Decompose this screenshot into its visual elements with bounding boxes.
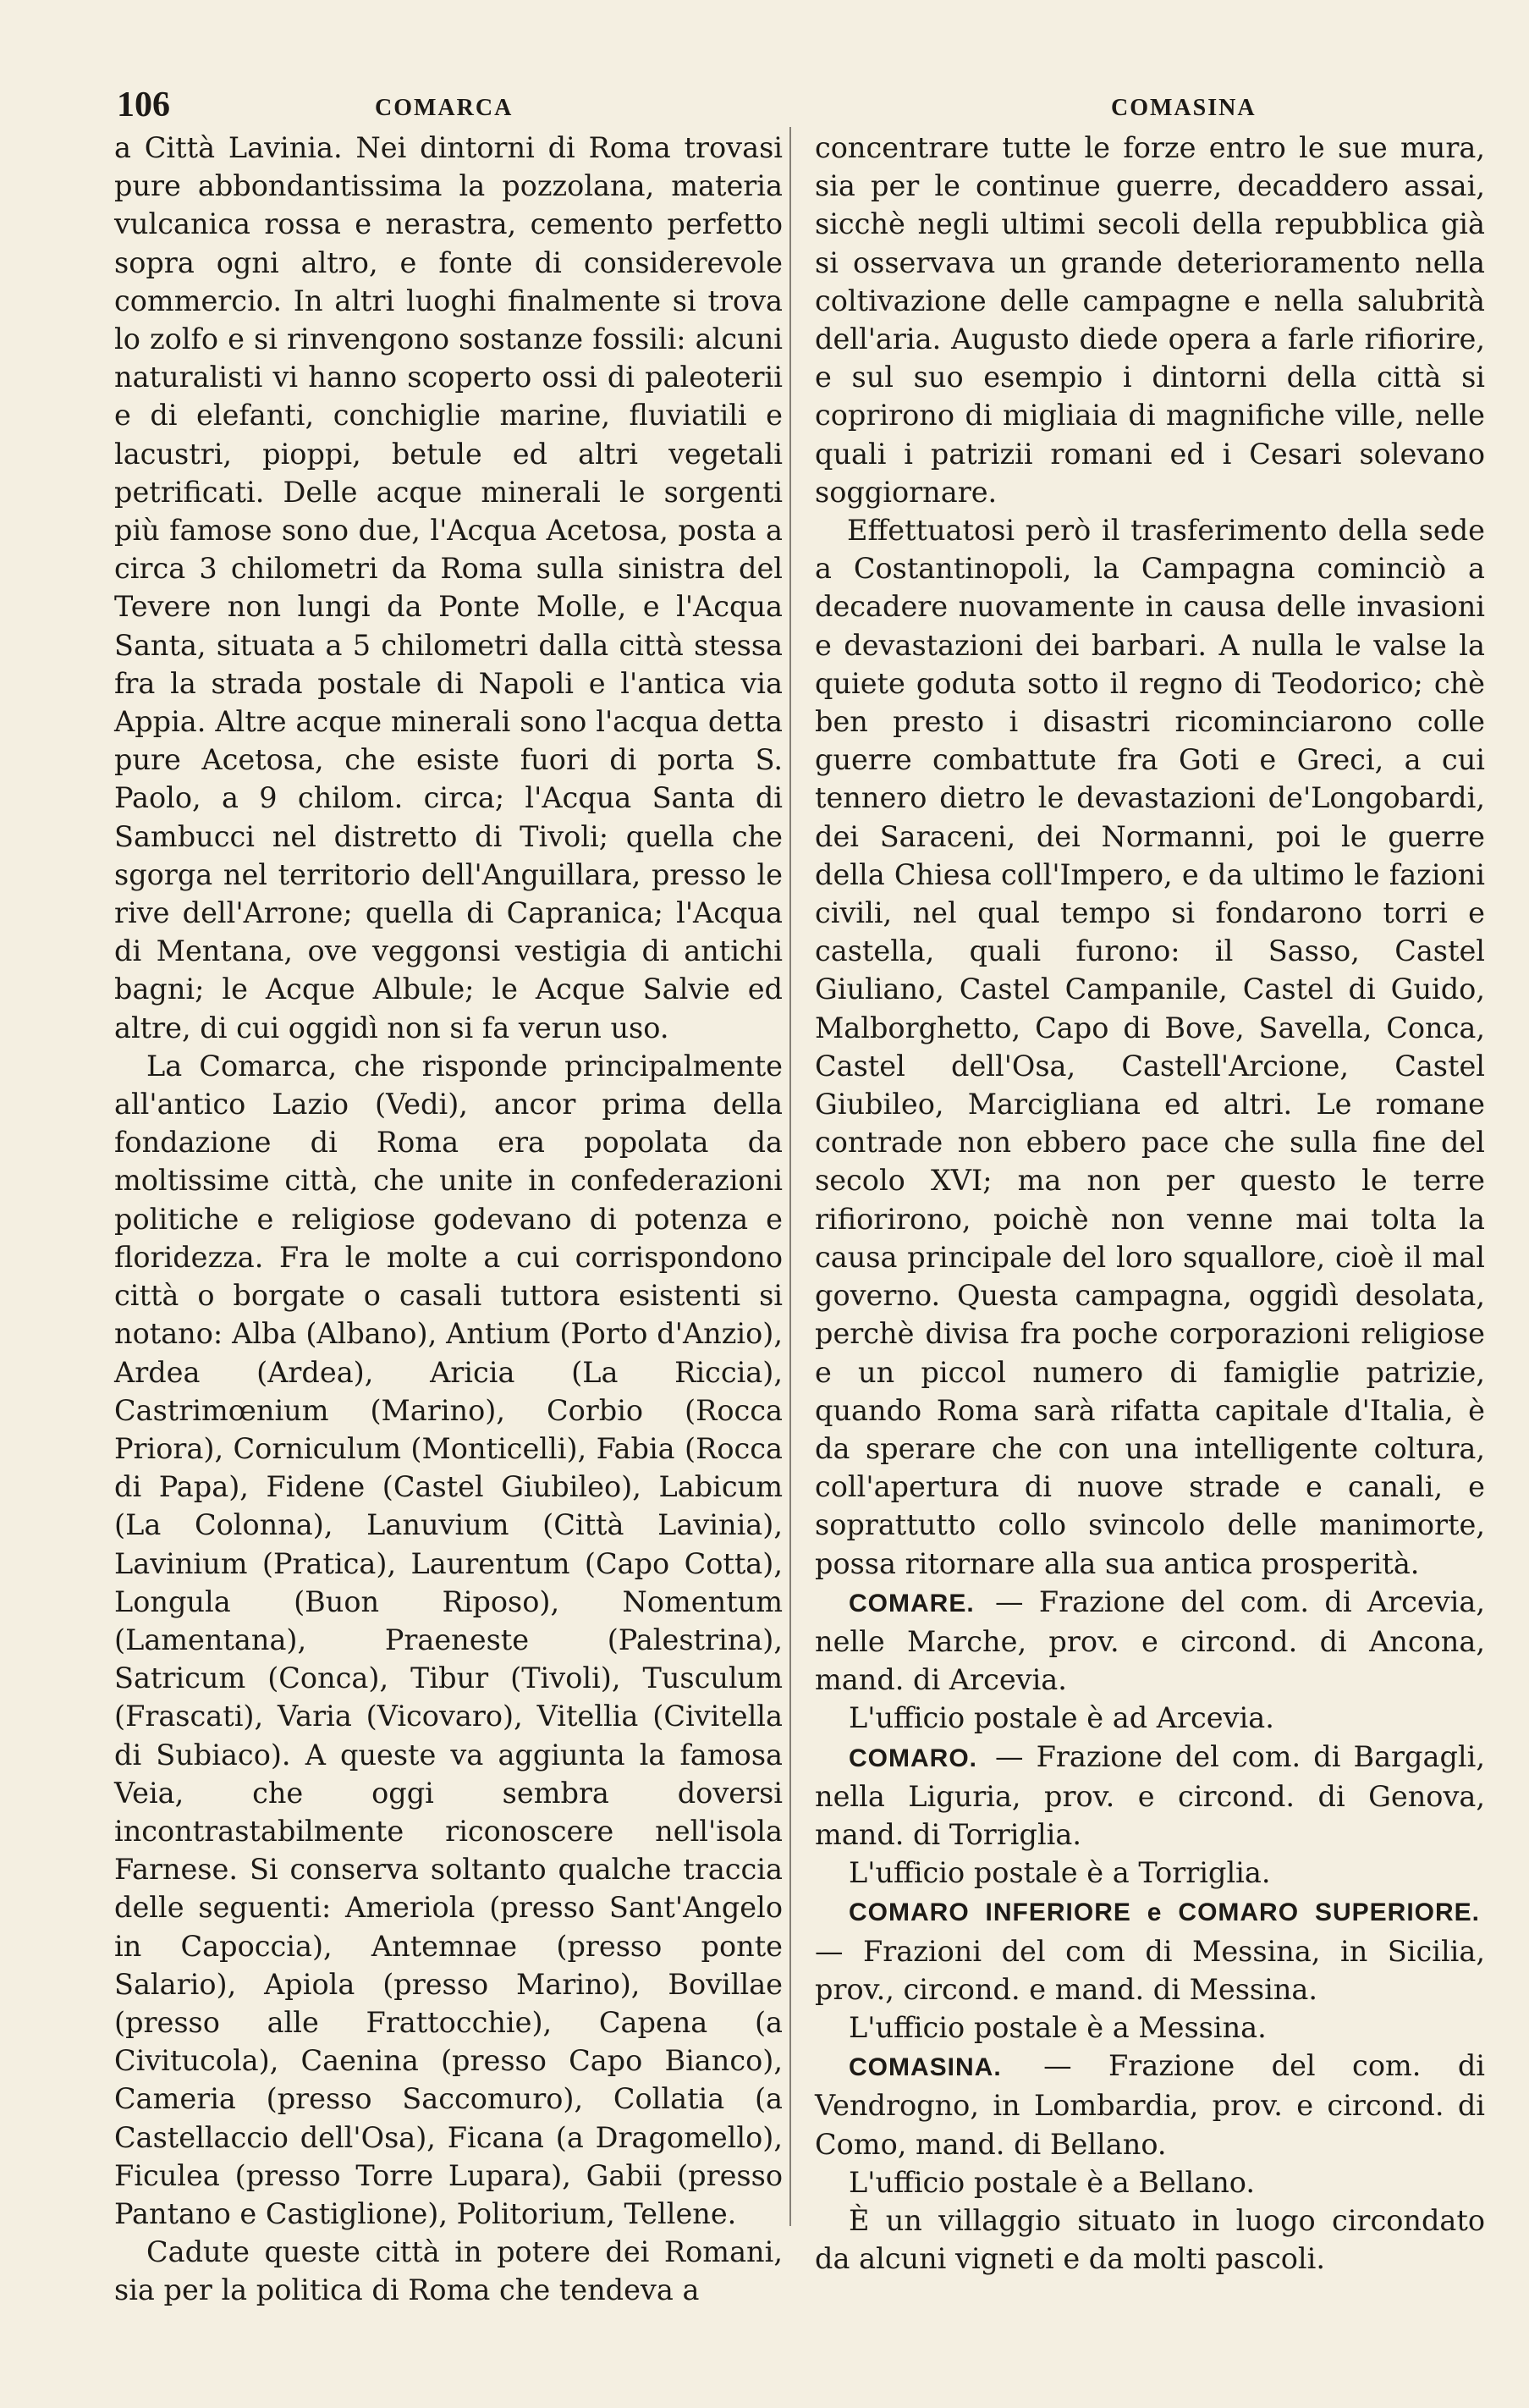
entry-comaro: COMARO. — Frazione del com. di Bargagli, nella Liguria, prov. e circond. di Genova, mand. di Torriglia. [815,1739,1485,1851]
right-column [815,129,1485,2278]
entry-title: COMARO. [849,1744,977,1772]
entry-postal: L'ufficio postale è a Torriglia. [849,1856,1271,1890]
entry-title: COMARO INFERIORE e COMARO SUPERIORE. [849,1898,1480,1927]
page-header [117,85,1470,129]
entry-comasina: COMASINA. — Frazione del com. di Vendrogno, in Lombardia, prov. e circond. di Como, mand. di Bellano. [815,2049,1485,2161]
entry-text: Frazione del com. di Vendrogno, in Lombardia, prov. e circond. di Como, mand. di Bellano. [815,2049,1485,2161]
page-number: 106 [117,85,170,124]
entry-comaro-inferiore-superiore: COMARO INFERIORE e COMARO SUPERIORE. — Frazioni del com di Messina, in Sicilia, prov., circond. e mand. di Messina. [815,1898,1485,2006]
column-divider [789,127,791,2226]
entry-postal: L'ufficio postale è a Messina. [849,2010,1267,2044]
running-head-right: COMASINA [1111,95,1257,121]
entry-title: COMASINA. [849,2053,1002,2082]
entry-title: COMARE. [849,1589,975,1617]
entry-text: Frazione del com. di Arcevia, nelle Marche, prov. e circond. di Ancona, mand. di Arcevia. [815,1584,1485,1697]
entry-extra: È un villaggio situato in luogo circondato da alcuni vigneti e da molti pascoli. [815,2203,1485,2276]
running-head-left: COMARCA [375,95,514,121]
paragraph: Cadute queste città in potere dei Romani, sia per la politica di Roma che tendeva a [114,2235,783,2307]
paragraph: a Città Lavinia. Nei dintorni di Roma trovasi pure abbondantissima la pozzolana, materia vulcanica rossa e nerastra, cemento perfetto sopra ogni altro, e fonte di considerevole commercio. In altri luoghi finalmente si trova lo zolfo e si rinvengono sostanze fossili: alcuni naturalisti vi hanno scoperto ossi di paleoterii e di elefanti, conchiglie marine, fluviatili e lacustri, pioppi, betule ed altri vegetali petrificati. Delle acque minerali le sorgenti più famose sono due, l'Acqua Acetosa, posta a circa 3 chilometri da Roma sulla sinistra del Tevere non lungi da Ponte Molle, e l'Acqua Santa, situata a 5 chilometri dalla città stessa fra la strada postale di Napoli e l'antica via Appia. Altre acque minerali sono l'acqua detta pure Acetosa, che esiste fuori di porta S. Paolo, a 9 chilom. circa; l'Acqua Santa di Sambucci nel distretto di Tivoli; quella che sgorga nel territorio dell'Anguillara, presso le rive dell'Arrone; quella di Capranica; l'Acqua di Mentana, ove veggonsi vestigia di antichi bagni; le Acque Albule; le Acque Salvie ed altre, di cui oggidì non si fa verun uso. [114,131,783,1044]
entry-postal: L'ufficio postale è ad Arcevia. [849,1701,1274,1735]
entry-comare: COMARE. — Frazione del com. di Arcevia, nelle Marche, prov. e circond. di Ancona, mand. di Arcevia. [815,1584,1485,1697]
paragraph: La Comarca, che risponde principalmente all'antico Lazio (Vedi), ancor prima della fondazione di Roma era popolata da moltissime città, che unite in confederazioni politiche e religiose godevano di potenza e floridezza. Fra le molte a cui corrispondono città o borgate o casali tuttora esistenti si notano: Alba (Albano), Antium (Porto d'Anzio), Ardea (Ardea), Aricia (La Riccia), Castrimœnium (Marino), Corbio (Rocca Priora), Corniculum (Monticelli), Fabia (Rocca di Papa), Fidene (Castel Giubileo), Labicum (La Colonna), Lanuvium (Città Lavinia), Lavinium (Pratica), Laurentum (Capo Cotta), Longula (Buon Riposo), Nomentum (Lamentana), Praeneste (Palestrina), Satricum (Conca), Tibur (Tivoli), Tusculum (Frascati), Varia (Vicovaro), Vitellia (Civitella di Subiaco). A queste va aggiunta la famosa Veia, che oggi sembra doversi incontrastabilmente riconoscere nell'isola Farnese. Si conserva soltanto qualche traccia delle seguenti: Ameriola (presso Sant'Angelo in Capoccia), Antemnae (presso ponte Salario), Apiola (presso Marino), Bovillae (presso alle Frattocchie), Capena (a Civitucola), Caenina (presso Capo Bianco), Cameria (presso Saccomuro), Collatia (a Castellaccio dell'Osa), Ficana (a Dragomello), Ficulea (presso Torre Lupara), Gabii (presso Pantano e Castiglione), Politorium, Tellene. [114,1049,783,2230]
paragraph: Effettuatosi però il trasferimento della sede a Costantinopoli, la Campagna cominciò a decadere nuovamente in causa delle invasioni e devastazioni dei barbari. A nulla le valse la quiete goduta sotto il regno di Teodorico; chè ben presto i disastri ricominciarono colle guerre combattute fra Goti e Greci, a cui tennero dietro le devastazioni de'Longobardi, dei Saraceni, dei Normanni, poi le guerre della Chiesa coll'Impero, e da ultimo le fazioni civili, nel qual tempo si fondarono torri e castella, quali furono: il Sasso, Castel Giuliano, Castel Campanile, Castel di Guido, Malborghetto, Capo di Bove, Savella, Conca, Castel dell'Osa, Castell'Arcione, Castel Giubileo, Marcigliana ed altri. Le romane contrade non ebbero pace che sulla fine del secolo XVI; ma non per questo le terre rifiorirono, poichè non venne mai tolta la causa principale del loro squallore, cioè il mal governo. Questa campagna, oggidì desolata, perchè divisa fra poche corporazioni religiose e un piccol numero di famiglie patrizie, quando Roma sarà rifatta capitale d'Italia, è da sperare che con una intelligente coltura, coll'apertura di nuove strade e canali, e soprattutto collo svincolo delle manimorte, possa ritornare alla sua antica prosperità. [815,514,1485,1580]
entry-postal: L'ufficio postale è a Bellano. [849,2165,1256,2199]
paragraph: concentrare tutte le forze entro le sue mura, sia per le continue guerre, decaddero assai, sicchè negli ultimi secoli della repubblica già si osservava un grande deterioramento nella coltivazione delle campagne e nella salubrità dell'aria. Augusto diede opera a farle rifiorire, e sul suo esempio i dintorni della città si coprirono di migliaia di magnifiche ville, nelle quali i patrizii romani ed i Cesari solevano soggiornare. [815,131,1485,509]
left-column [114,129,783,2310]
entry-text: Frazioni del com di Messina, in Sicilia, prov., circond. e mand. di Messina. [815,1934,1485,2006]
entry-text: Frazione del com. di Bargagli, nella Liguria, prov. e circond. di Genova, mand. di Torriglia. [815,1739,1485,1851]
